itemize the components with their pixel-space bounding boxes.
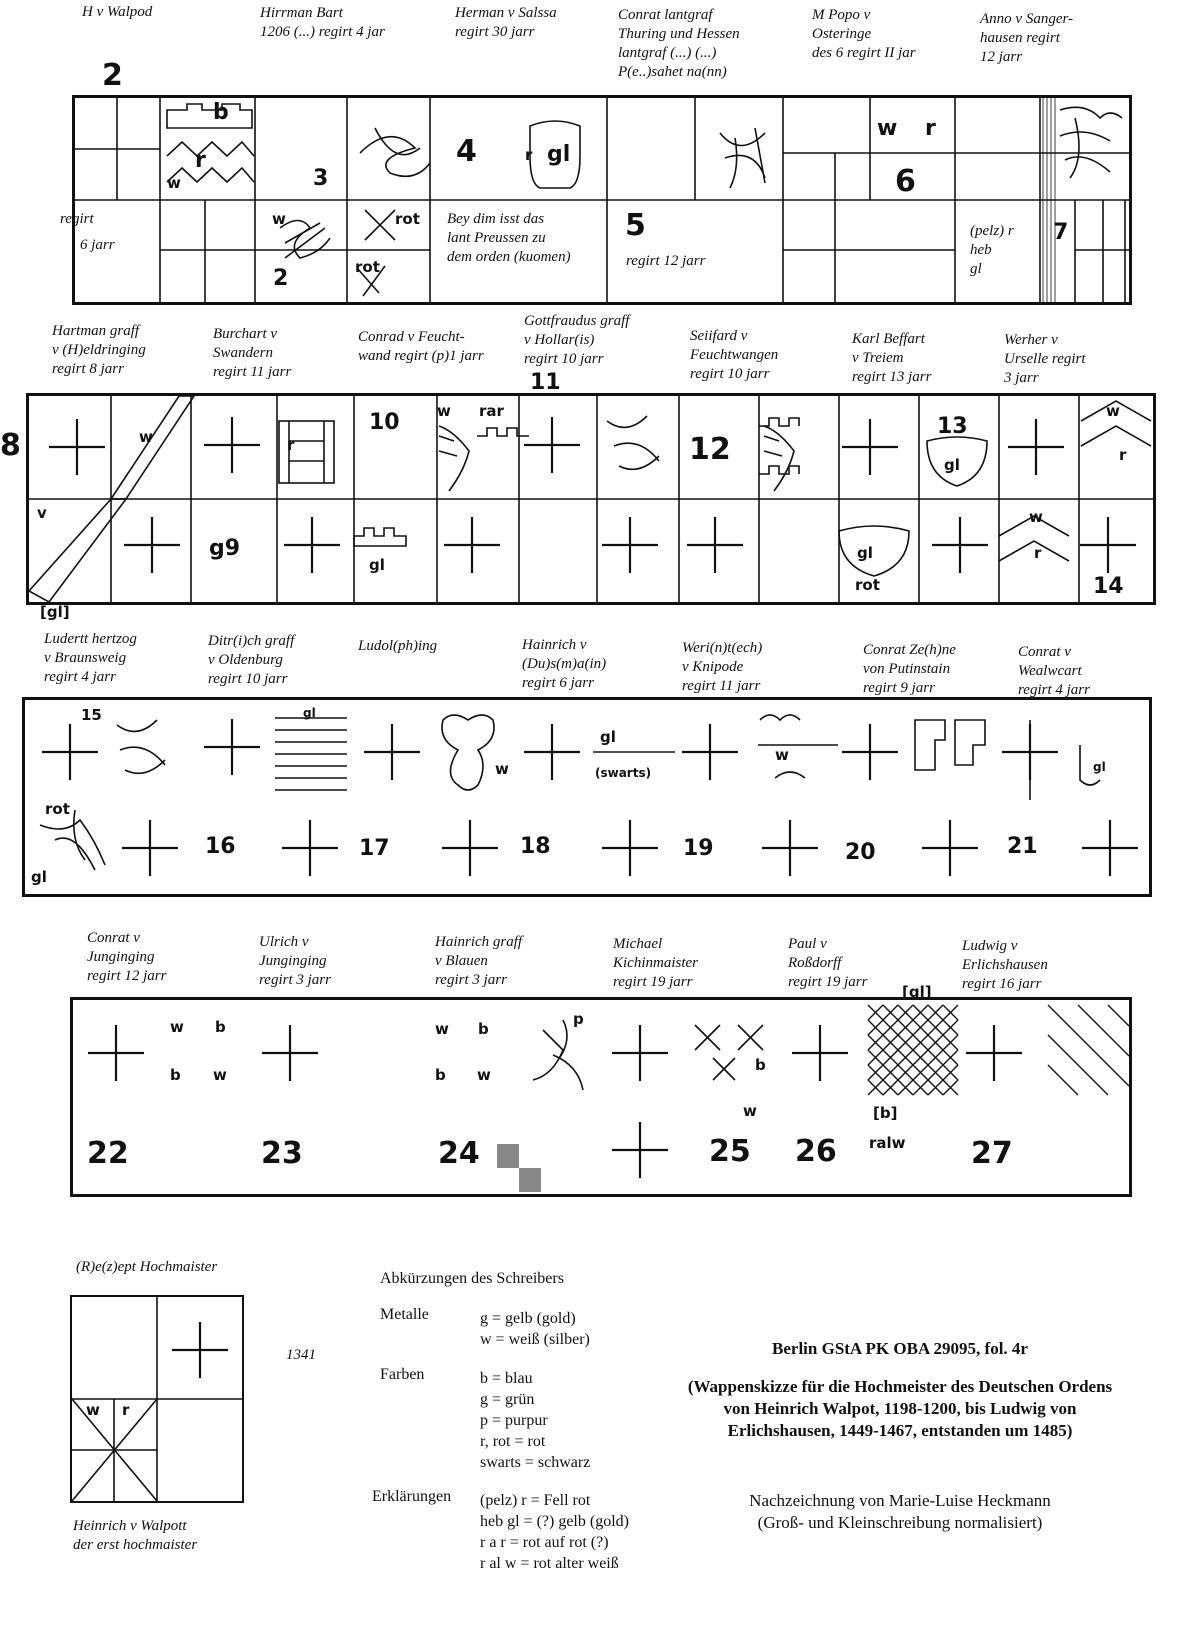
caption-line: Kichinmaister [613, 955, 698, 971]
caption-line: Hirrman Bart [260, 5, 343, 21]
row1-number-4: 4 [456, 134, 477, 169]
year: 1341 [286, 1347, 316, 1363]
walpott-caption [73, 1517, 197, 1555]
caption-line: Burchart v [213, 326, 278, 342]
mark-w: w [272, 210, 286, 228]
source-block [640, 1338, 1160, 1534]
caption-line: 3 jarr [1004, 370, 1039, 386]
cross-icon [840, 722, 900, 782]
mark-gl: gl [31, 868, 47, 886]
mark-rar: rar [479, 402, 504, 420]
cross-icon [522, 415, 582, 475]
redaction-block [519, 1168, 541, 1192]
caption-line: Feuchtwangen [690, 347, 779, 363]
cross-icon [260, 1023, 320, 1083]
caption-line: Conrat lantgraf [618, 7, 713, 23]
row4-number-27: 27 [971, 1136, 1013, 1171]
caption-line: Conrat v [87, 930, 140, 946]
row2-number-10: 10 [369, 410, 400, 435]
caption-kichinmaister [613, 935, 698, 992]
mark-b: b [478, 1020, 489, 1038]
row3-number-18: 18 [520, 834, 551, 859]
cross-icon [170, 1320, 230, 1380]
caption-blauen [435, 933, 522, 990]
caption-line: v Treiem [852, 350, 904, 366]
gl-bracket: [gl] [40, 603, 70, 621]
caption-swandern [213, 325, 291, 382]
note-6jarr: 6 jarr [80, 237, 115, 253]
caption-line: Swandern [213, 345, 273, 361]
mark-w: w [477, 1066, 491, 1084]
cross-icon [1078, 515, 1138, 575]
mark-b: b [170, 1066, 181, 1084]
caption-line: v Knipode [682, 659, 744, 675]
note-pelz [970, 222, 1014, 279]
caption-urselle [1004, 331, 1086, 388]
legend [372, 1268, 680, 1572]
caption-line: 1206 (...) regirt 4 jar [260, 24, 385, 40]
caption-oldenburg [208, 632, 294, 689]
mark-w: w [86, 1401, 100, 1419]
caption-line: v Hollar(is) [524, 332, 595, 348]
caption-line: des 6 regirt II jar [812, 45, 916, 61]
caption-line: Osteringe [812, 26, 872, 42]
caption-line: regirt 16 jarr [962, 976, 1042, 992]
mark-w: w [167, 174, 181, 192]
row4-number-22: 22 [87, 1136, 129, 1171]
caption-sangerhausen [980, 10, 1073, 67]
caption-dusmain [522, 636, 606, 693]
caption-line: von Putinstain [863, 661, 951, 677]
row3-strip [22, 697, 1152, 897]
row3-number-20: 20 [845, 840, 876, 865]
legend-item: w = weiß (silber) [480, 1331, 590, 1348]
caption-line: Michael [613, 936, 663, 952]
caption-line: Hartman graff [52, 323, 140, 339]
row1-number-5: 5 [625, 208, 646, 243]
cross-icon [840, 417, 900, 477]
legend-item: r a r = rot auf rot (?) [480, 1534, 609, 1551]
row2-number-8: 8 [0, 428, 21, 463]
mark-w: w [495, 760, 509, 778]
note-line: (pelz) r [970, 223, 1014, 239]
mark-w: w [170, 1018, 184, 1036]
note-regirt12: regirt 12 jarr [626, 253, 706, 269]
b-bracket: [b] [873, 1104, 898, 1122]
cross-icon [1000, 722, 1060, 782]
hochmaister-title: (R)e(z)ept Hochmaister [76, 1259, 218, 1275]
cross-icon [790, 1023, 850, 1083]
caption-line: regirt 9 jarr [863, 680, 935, 696]
mark-r: r [287, 436, 295, 454]
caption-popo [812, 6, 916, 63]
caption-line: v Blauen [435, 953, 488, 969]
caption-line: Herman v Salssa [455, 5, 557, 21]
caption-putinstain [863, 641, 956, 698]
mark-b: b [215, 1018, 226, 1036]
cross-icon [522, 722, 582, 782]
cross-icon [442, 515, 502, 575]
legend-title: Abkürzungen des Schreibers [380, 1270, 564, 1287]
redaction-block [497, 1144, 519, 1168]
caption-line: Anno v Sanger- [980, 11, 1074, 27]
mark-w: w [1106, 402, 1120, 420]
legend-item: r al w = rot alter weiß [480, 1555, 619, 1572]
legend-metalle-label: Metalle [380, 1306, 429, 1323]
mark-r: r [1034, 544, 1042, 562]
caption-line: Conrad v Feucht- [358, 329, 465, 345]
row4-number-26: 26 [795, 1134, 837, 1169]
caption-line: Ludwig v [962, 938, 1018, 954]
legend-farben-list [480, 1368, 590, 1473]
mark-gl: gl [303, 706, 316, 720]
gl-bracket: [gl] [902, 983, 932, 1001]
row2-number-13: 13 [937, 414, 968, 439]
row2-number-12: 12 [689, 432, 731, 467]
note-preussen [447, 210, 571, 267]
mark-r: r [1119, 446, 1127, 464]
caption-line: Seiifard v [690, 328, 748, 344]
caption-line: wand regirt (p)1 jarr [358, 348, 484, 364]
caption-line: Conrat Ze(h)ne [863, 642, 956, 658]
cross-icon [440, 818, 500, 878]
source-desc-line: Erlichshausen, 1449-1467, entstanden um 1485) [727, 1421, 1073, 1440]
cross-icon [964, 1023, 1024, 1083]
source-title: Berlin GStA PK OBA 29095, fol. 4r [772, 1339, 1028, 1358]
row3-number-17: 17 [359, 836, 390, 861]
caption-salssa [455, 4, 557, 42]
cross-icon [600, 515, 660, 575]
note-line: lant Preussen zu [447, 230, 546, 246]
mark-gl: gl [547, 142, 571, 167]
cross-icon [40, 722, 100, 782]
mark-gl: gl [857, 544, 873, 562]
mark-w: w [437, 402, 451, 420]
caption-wealwcart [1018, 643, 1090, 700]
caption-line: Weri(n)t(ech) [682, 640, 763, 656]
mark-g9: g9 [209, 536, 241, 561]
caption-line: regirt 4 jarr [1018, 682, 1090, 698]
caption-line: Gottfraudus graff [524, 313, 630, 329]
legend-item: r, rot = rot [480, 1433, 546, 1450]
row1-number-7: 7 [1053, 220, 1069, 245]
mark-r: r [525, 146, 533, 164]
caption-feuchtwangen [690, 327, 778, 384]
legend-item: g = grün [480, 1391, 535, 1408]
caption-line: Ludol(ph)ing [358, 638, 438, 654]
caption-heldringing [52, 322, 146, 379]
cross-icon [1080, 818, 1140, 878]
cross-icon [680, 722, 740, 782]
cross-icon [202, 717, 262, 777]
row3-number-21: 21 [1007, 834, 1038, 859]
mark-gl: gl [1093, 760, 1106, 774]
mark-rot: rot [355, 258, 380, 276]
caption-line: Wealwcart [1018, 663, 1082, 679]
cross-icon [610, 1023, 670, 1083]
mark-rot: rot [395, 210, 420, 228]
caption-lantgraf [618, 6, 740, 82]
mark-b: b [435, 1066, 446, 1084]
row3-number-15: 15 [81, 706, 102, 724]
note-line: dem orden (kuomen) [447, 249, 571, 265]
caption-line: Ditr(i)ch graff [208, 633, 295, 649]
caption-line: Ludertt hertzog [44, 631, 137, 647]
source-credit-line: (Groß- und Kleinschreibung normalisiert) [757, 1513, 1043, 1532]
caption-line: regirt 13 jarr [852, 369, 932, 385]
caption-junginging-1 [87, 929, 166, 986]
caption-line: regirt 12 jarr [87, 968, 167, 984]
caption-line: Erlichshausen [962, 957, 1048, 973]
caption-line: v (H)eldringing [52, 342, 146, 358]
caption-line: regirt 6 jarr [522, 675, 594, 691]
mark-w: w [1029, 508, 1043, 526]
caption-line: Hainrich graff [435, 934, 523, 950]
mark-w: w [435, 1020, 449, 1038]
mark-b: b [213, 100, 229, 125]
cross-icon [610, 1120, 670, 1180]
caption-line: regirt 3 jarr [259, 972, 331, 988]
source-desc-line: (Wappenskizze für die Hochmeister des Deutschen Ordens [687, 1377, 1113, 1396]
source-credit-line: Nachzeichnung von Marie-Luise Heckmann [749, 1491, 1051, 1510]
cross-icon [600, 818, 660, 878]
note-regirt: regirt [60, 211, 94, 227]
row3-sketches [25, 700, 1149, 894]
caption-line: regirt 19 jarr [613, 974, 693, 990]
mark-gl: gl [600, 728, 616, 746]
mark-2: 2 [273, 266, 289, 291]
caption-line: Ulrich v [259, 934, 309, 950]
row1-number-6: 6 [895, 164, 916, 199]
caption-line: Conrat v [1018, 644, 1071, 660]
legend-item: heb gl = (?) gelb (gold) [480, 1513, 629, 1530]
mark-w: w [775, 746, 789, 764]
legend-erkl-label: Erklärungen [372, 1488, 452, 1505]
cross-icon [122, 515, 182, 575]
cross-icon [685, 515, 745, 575]
caption-rossdorff [788, 935, 867, 992]
legend-item: g = gelb (gold) [480, 1310, 576, 1327]
caption-line: Junginging [259, 953, 327, 969]
caption-line: der erst hochmaister [73, 1537, 198, 1553]
mark-w: w [877, 116, 898, 141]
caption-walpod [82, 3, 152, 22]
mark-p: p [573, 1010, 584, 1028]
caption-line: Urselle regirt [1004, 351, 1086, 367]
caption-ludolphing [358, 637, 437, 656]
caption-line: Hainrich v [522, 637, 587, 653]
caption-line: regirt 4 jarr [44, 669, 116, 685]
caption-line: Roßdorff [788, 955, 842, 971]
caption-line: v Braunsweig [44, 650, 127, 666]
row4-number-24: 24 [438, 1136, 480, 1171]
caption-line: v Oldenburg [208, 652, 283, 668]
caption-line: P(e..)sahet na(nn) [618, 64, 727, 80]
caption-line: Paul v [788, 936, 827, 952]
mark-r: r [122, 1401, 130, 1419]
row4-number-25: 25 [709, 1134, 751, 1169]
caption-knipode [682, 639, 762, 696]
mark-rot: rot [855, 576, 880, 594]
mark-v: v [37, 504, 47, 522]
cross-icon [760, 818, 820, 878]
cross-icon [930, 515, 990, 575]
caption-line: Heinrich v Walpott [73, 1518, 187, 1534]
row2-number-11: 11 [530, 370, 561, 395]
row1-number-2: 2 [102, 58, 123, 93]
cross-icon [1006, 417, 1066, 477]
row4-number-23: 23 [261, 1136, 303, 1171]
note-line: heb [970, 242, 992, 258]
cross-icon [920, 818, 980, 878]
mark-gl: gl [944, 456, 960, 474]
row3-number-19: 19 [683, 836, 714, 861]
caption-line: regirt 3 jarr [435, 972, 507, 988]
mark-r: r [195, 148, 206, 173]
caption-line: M Popo v [812, 7, 871, 23]
caption-treiem [852, 330, 931, 387]
legend-item: b = blau [480, 1370, 533, 1387]
caption-line: Junginging [87, 949, 155, 965]
cross-icon [202, 415, 262, 475]
legend-item: (pelz) r = Fell rot [480, 1492, 591, 1509]
mark-gl: gl [369, 556, 385, 574]
cross-icon [120, 818, 180, 878]
caption-line: regirt 19 jarr [788, 974, 868, 990]
caption-line: Thuring und Hessen [618, 26, 740, 42]
caption-junginging-2 [259, 933, 331, 990]
caption-line: regirt 10 jarr [524, 351, 604, 367]
caption-line: lantgraf (...) (...) [618, 45, 717, 61]
caption-line: regirt 30 jarr [455, 24, 535, 40]
cross-icon [86, 1023, 146, 1083]
mark-swarts: (swarts) [595, 766, 652, 780]
legend-metalle-list [480, 1308, 590, 1350]
cross-icon [47, 417, 107, 477]
caption-line: regirt 11 jarr [213, 364, 292, 380]
caption-line: 12 jarr [980, 49, 1023, 65]
caption-erlichshausen [962, 937, 1048, 994]
mark-w: w [213, 1066, 227, 1084]
source-desc-line: von Heinrich Walpot, 1198-1200, bis Ludwig von [723, 1399, 1077, 1418]
caption-line: hausen regirt [980, 30, 1060, 46]
caption-line: regirt 8 jarr [52, 361, 124, 377]
caption-hollaris [524, 312, 629, 369]
mark-w: w [743, 1102, 757, 1120]
cross-icon [362, 722, 422, 782]
caption-line: regirt 10 jarr [208, 671, 288, 687]
mark-b: b [755, 1056, 766, 1074]
mark-rot: rot [45, 800, 70, 818]
row1-number-3: 3 [313, 166, 329, 191]
caption-line: Karl Beffart [852, 331, 925, 347]
caption-line: regirt 11 jarr [682, 678, 761, 694]
caption-braunsweig [44, 630, 137, 687]
row2-number-14: 14 [1093, 574, 1124, 599]
legend-item: p = purpur [480, 1412, 548, 1429]
cross-icon [282, 515, 342, 575]
legend-item: swarts = schwarz [480, 1454, 591, 1471]
row3-number-16: 16 [205, 834, 236, 859]
mark-w: w [139, 428, 153, 446]
caption-bart [260, 4, 385, 42]
caption-feuchtwand [358, 328, 484, 366]
legend-farben-label: Farben [380, 1366, 425, 1383]
caption-line: Werher v [1004, 332, 1058, 348]
cross-icon [280, 818, 340, 878]
ralw-mark: ralw [869, 1134, 906, 1152]
mark-r: r [925, 116, 936, 141]
caption-line: H v Walpod [82, 4, 153, 20]
note-line: gl [970, 261, 982, 277]
caption-line: regirt 10 jarr [690, 366, 770, 382]
note-line: Bey dim isst das [447, 211, 545, 227]
caption-line: (Du)s(m)a(in) [522, 656, 607, 672]
legend-erkl-list [480, 1490, 629, 1574]
